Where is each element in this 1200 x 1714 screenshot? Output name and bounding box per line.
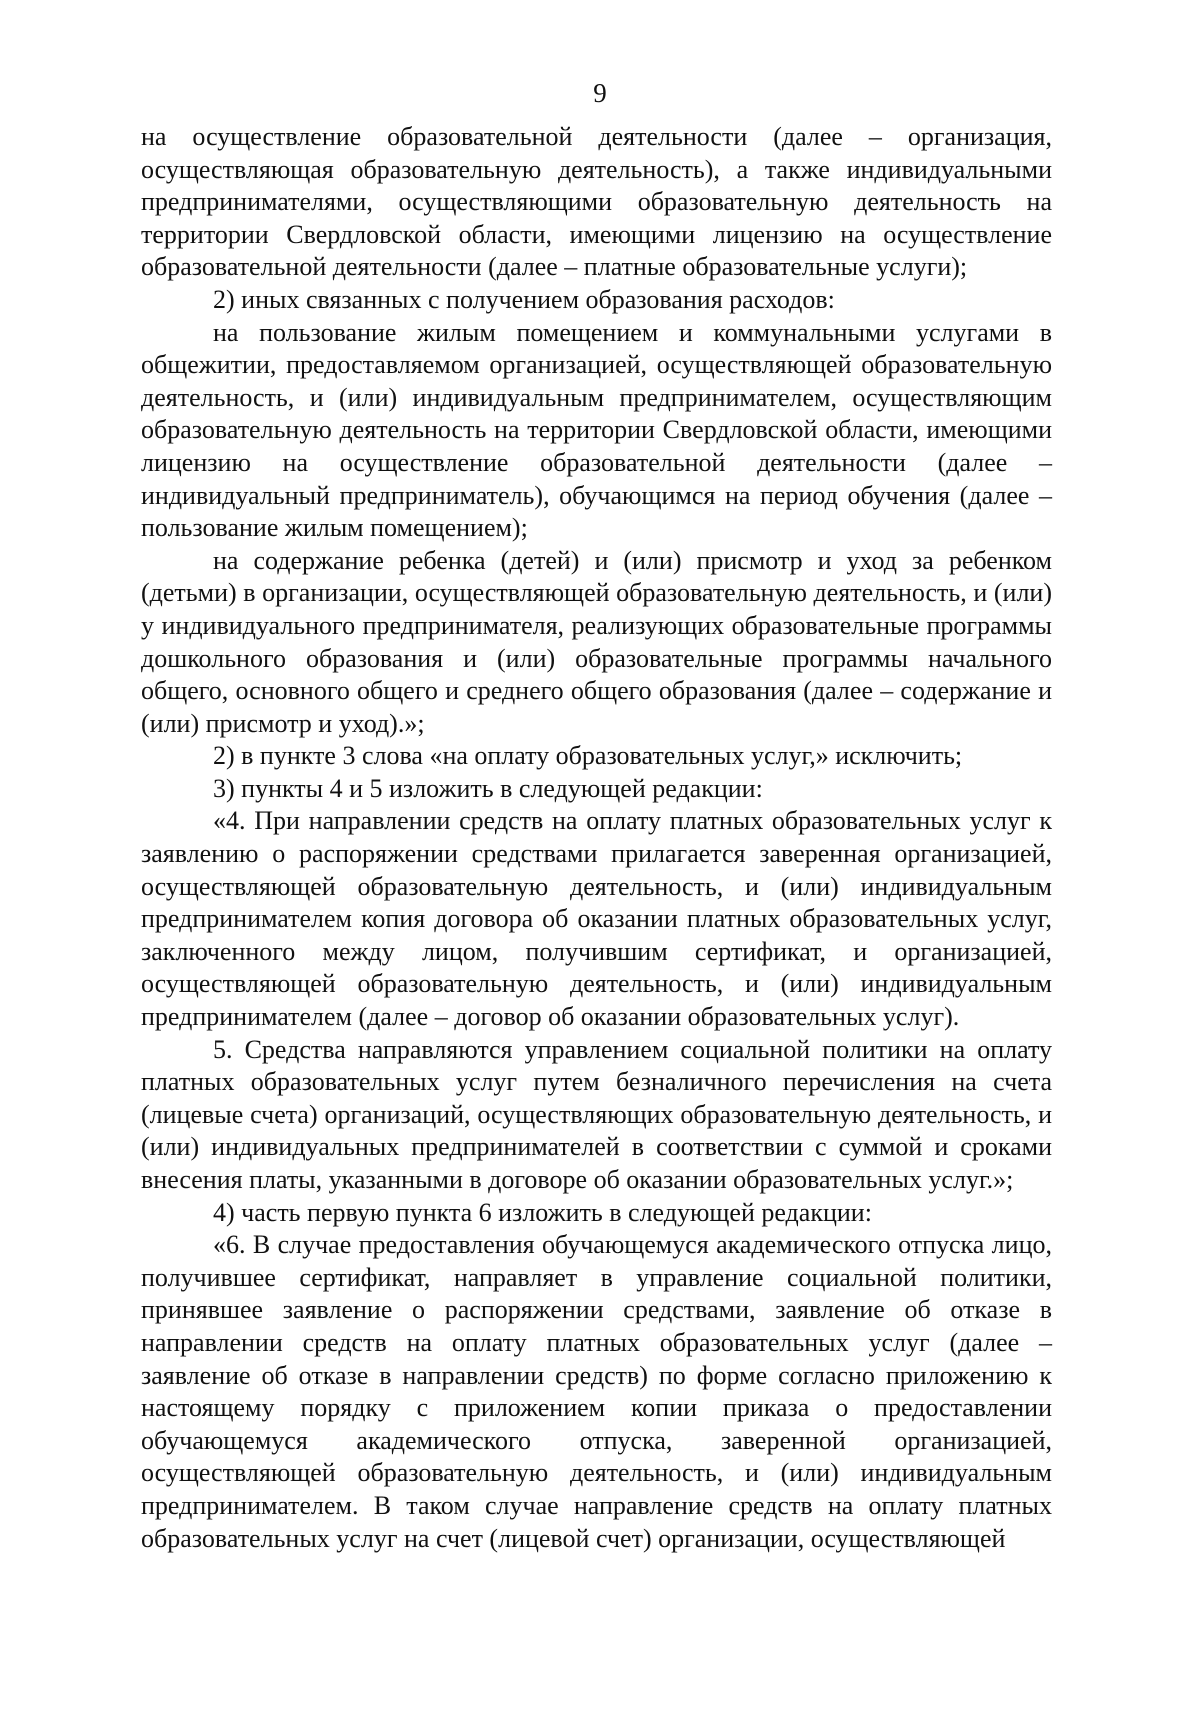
paragraph: 2) в пункте 3 слова «на оплату образовательных услуг,» исключить; [213,741,963,771]
paragraph: «4. При направлении средств на оплату платных образовательных услуг к заявлению о распоряжении средствами прилагается заверенная организацией, осуществляющей образовательную деятельность, и (или) индивидуальным предпринимателем копия договора об оказании платных образовательных услуг, заключенного между лицом, получившим сертификат, и организацией, осуществляющей образовательную деятельность, и (или) индивидуальным предпринимателем (далее – договор об оказании образовательных услуг). [141,806,1052,1032]
paragraph: на пользование жилым помещением и коммунальными услугами в общежитии, предоставляемом организацией, осуществляющей образовательную деятельность, и (или) индивидуальным предпринимателем, осуществляющим образовательную деятельность на территории Свердловской области, имеющими лицензию на осуществление образовательной деятельности (далее – индивидуальный предприниматель), обучающимся на период обучения (далее – пользование жилым помещением); [141,317,1052,543]
paragraph: на осуществление образовательной деятельности (далее – организация, осуществляющая образовательную деятельность), а также индивидуальными предпринимателями, осуществляющими образовательную деятельность на территории Свердловской области, имеющими лицензию на осуществление образовательной деятельности (далее – платные образовательные услуги); [141,122,1052,282]
document-body [141,121,1052,1555]
paragraph: на содержание ребенка (детей) и (или) присмотр и уход за ребенком (детьми) в организации, осуществляющей образовательную деятельность, и (или) у индивидуального предпринимателя, реализующих образовательные программы дошкольного образования и (или) образовательные программы начального общего, основного общего и среднего общего образования (далее – содержание и (или) присмотр и уход).»; [141,545,1052,738]
paragraph: 4) часть первую пункта 6 изложить в следующей редакции: [213,1197,872,1227]
paragraph: 3) пункты 4 и 5 изложить в следующей редакции: [213,773,763,803]
paragraph: «6. В случае предоставления обучающемуся академического отпуска лицо, получившее сертификат, направляет в управление социальной политики, принявшее заявление о распоряжении средствами, заявление об отказе в направлении средств на оплату платных образовательных услуг (далее – заявление об отказе в направлении средств) по форме согласно приложению к настоящему порядку с приложением копии приказа о предоставлении обучающемуся академического отпуска, заверенной организацией, осуществляющей образовательную деятельность, и (или) индивидуальным предпринимателем. В таком случае направление средств на оплату платных образовательных услуг на счет (лицевой счет) организации, осуществляющей [141,1230,1052,1553]
paragraph: 5. Средства направляются управлением социальной политики на оплату платных образовательных услуг путем безналичного перечисления на счета (лицевые счета) организаций, осуществляющих образовательную деятельность, и (или) индивидуальных предпринимателей в соответствии с суммой и сроками внесения платы, указанными в договоре об оказании образовательных услуг.»; [141,1034,1052,1194]
paragraph: 2) иных связанных с получением образования расходов: [213,284,835,314]
page-number: 9 [593,78,607,108]
